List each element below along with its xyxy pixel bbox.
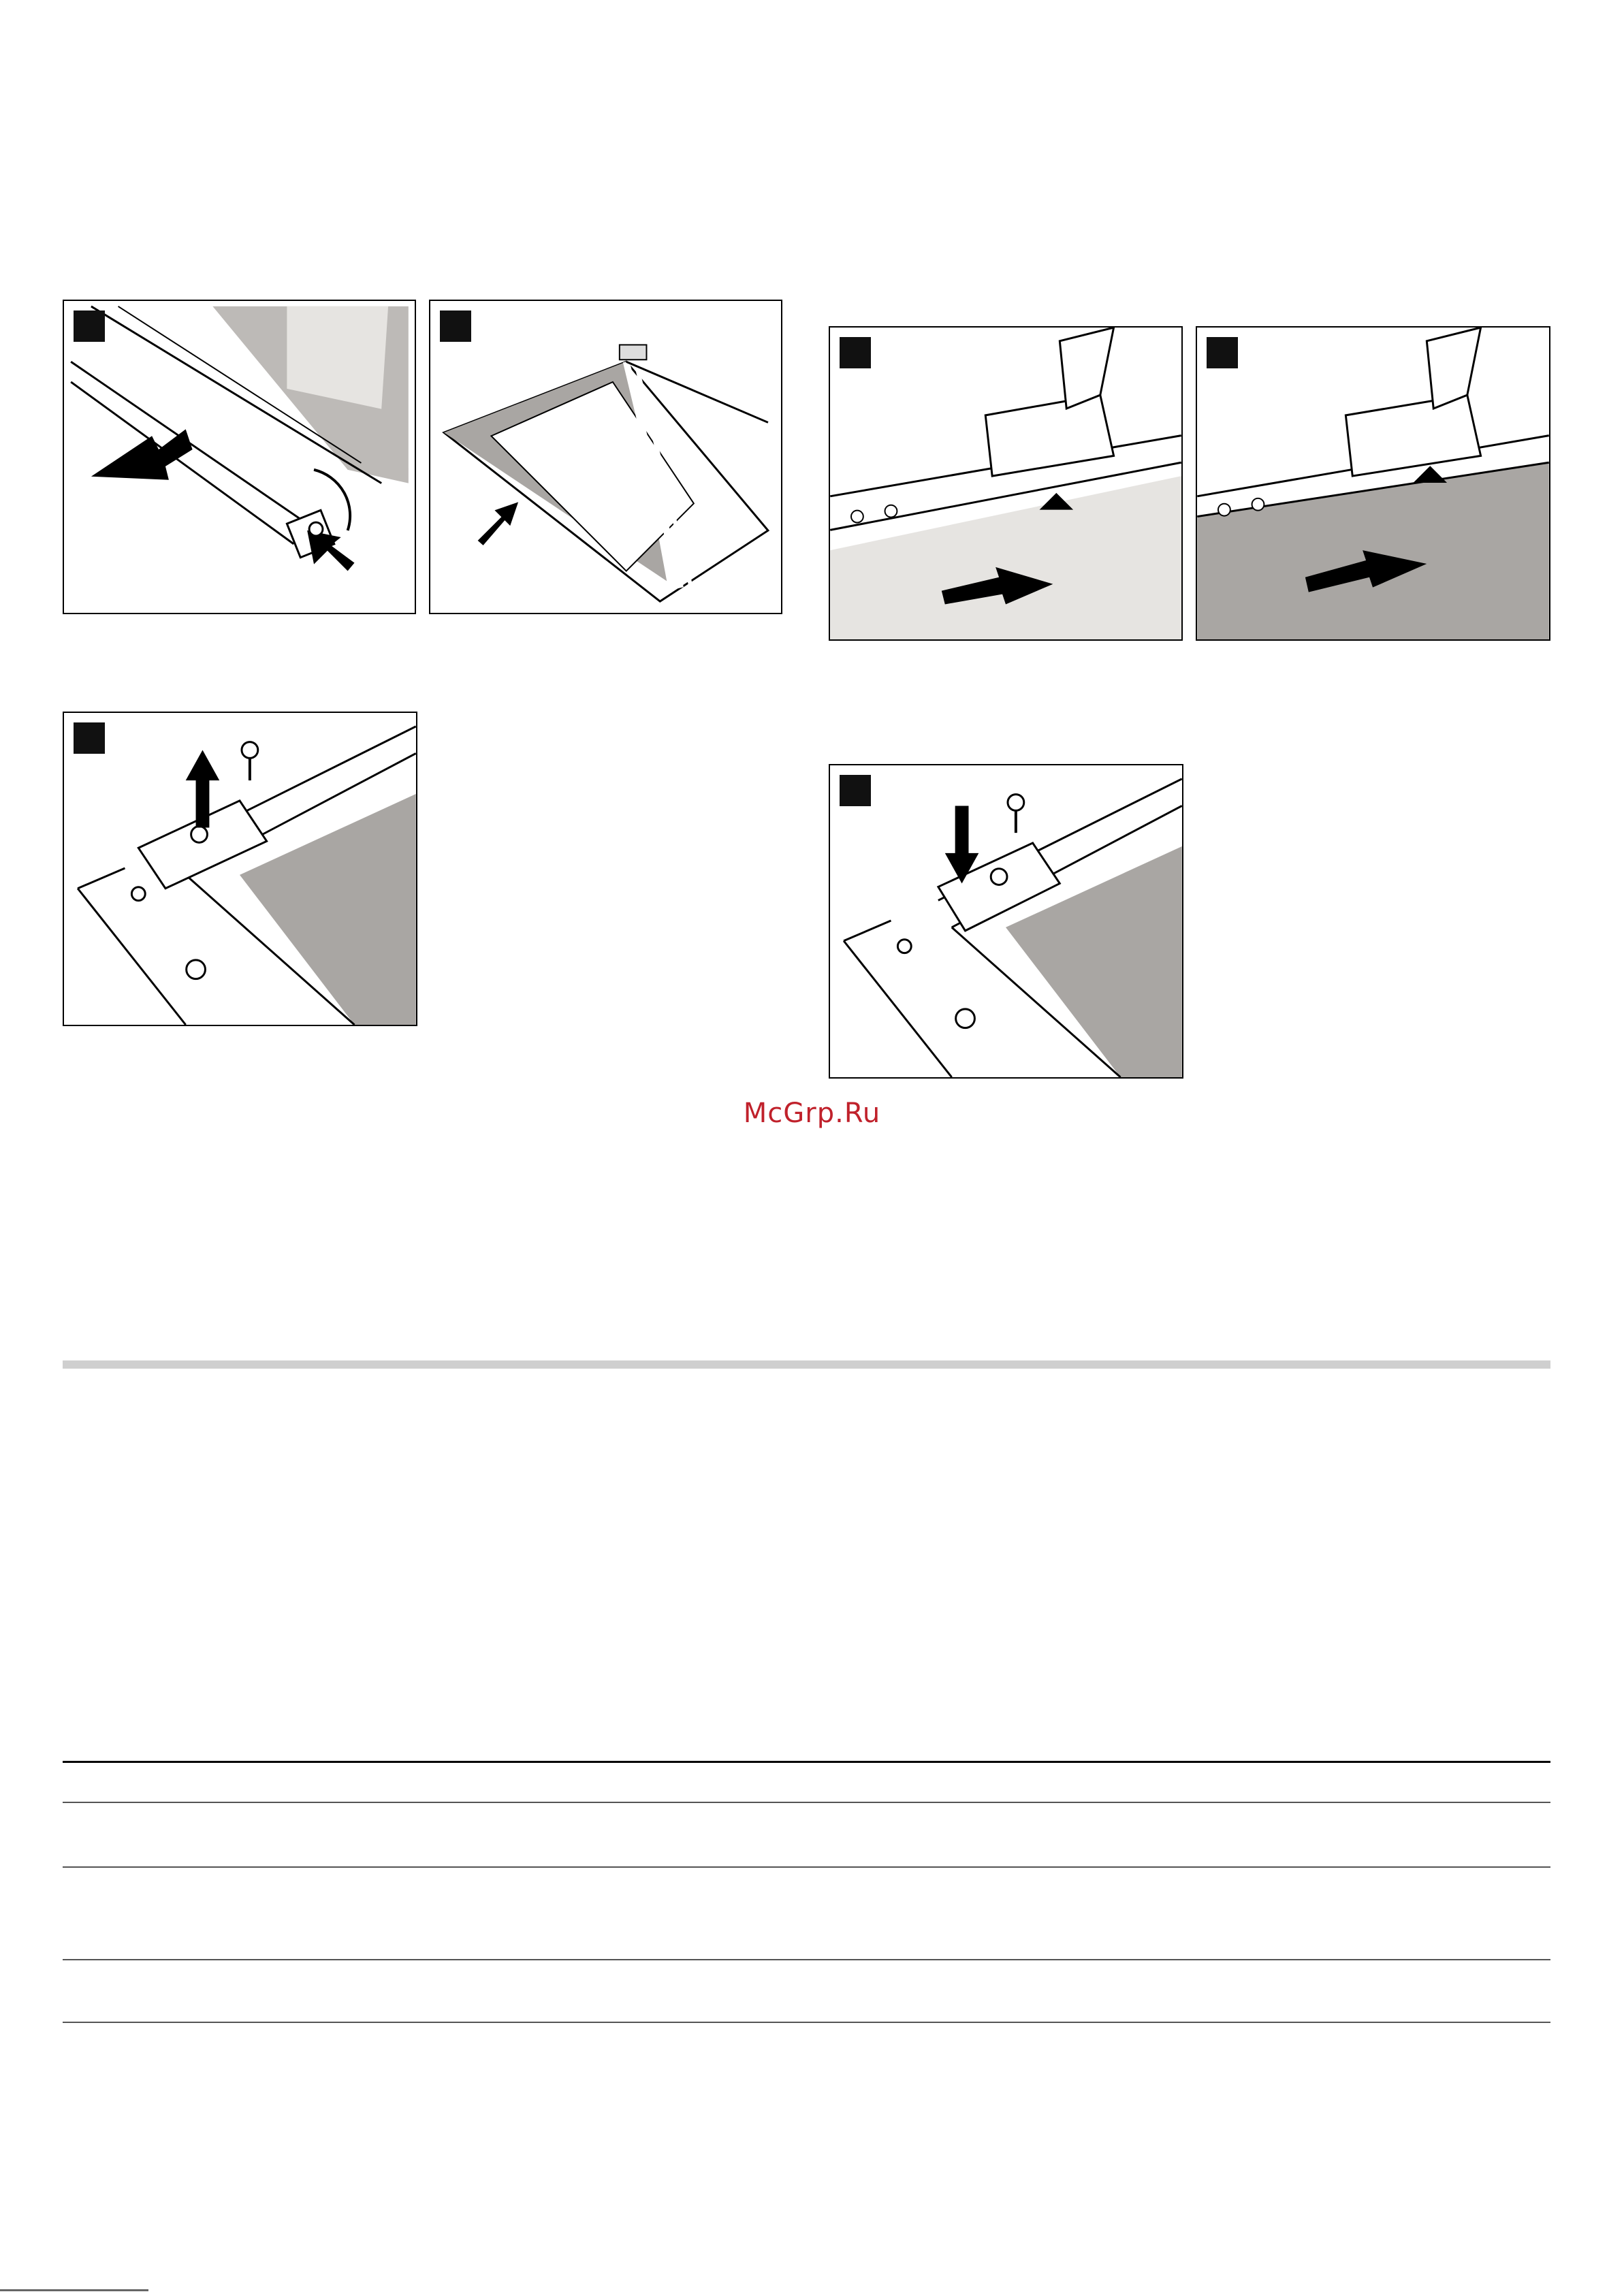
figure-clip-release [829, 326, 1183, 641]
step-marker [440, 310, 471, 342]
figure-glass-pane-out [429, 300, 782, 614]
table-top-rule [63, 1761, 1550, 1763]
screw-removal-illustration [64, 713, 416, 1025]
figure-screw-insert [829, 764, 1183, 1079]
section-divider [63, 1360, 1550, 1369]
screw-icon [242, 742, 258, 781]
step-marker [74, 722, 105, 754]
table-row-rule [63, 1866, 1550, 1868]
figure-clip-release-2 [1196, 326, 1550, 641]
screw-icon [1008, 795, 1024, 833]
clip-release-illustration [830, 328, 1181, 639]
arrow-icon [478, 502, 518, 545]
step-marker [1207, 337, 1238, 368]
watermark: McGrp.Ru [743, 1098, 881, 1129]
door-removal-illustration [64, 301, 415, 613]
screw-insert-illustration [830, 765, 1182, 1077]
table-row-rule [63, 2022, 1550, 2023]
table-row-rule [63, 1802, 1550, 1803]
table-row-rule [63, 1959, 1550, 1960]
figure-screw-removal [63, 712, 417, 1026]
figure-door-removal [63, 300, 416, 614]
footer-rule [0, 2289, 148, 2291]
arrow-icon [91, 429, 193, 479]
arrow-icon [1413, 466, 1447, 483]
step-marker [840, 337, 871, 368]
step-marker [74, 310, 105, 342]
step-marker [840, 775, 871, 806]
clip-release-2-illustration [1197, 328, 1549, 639]
glass-pane-illustration [430, 301, 781, 613]
